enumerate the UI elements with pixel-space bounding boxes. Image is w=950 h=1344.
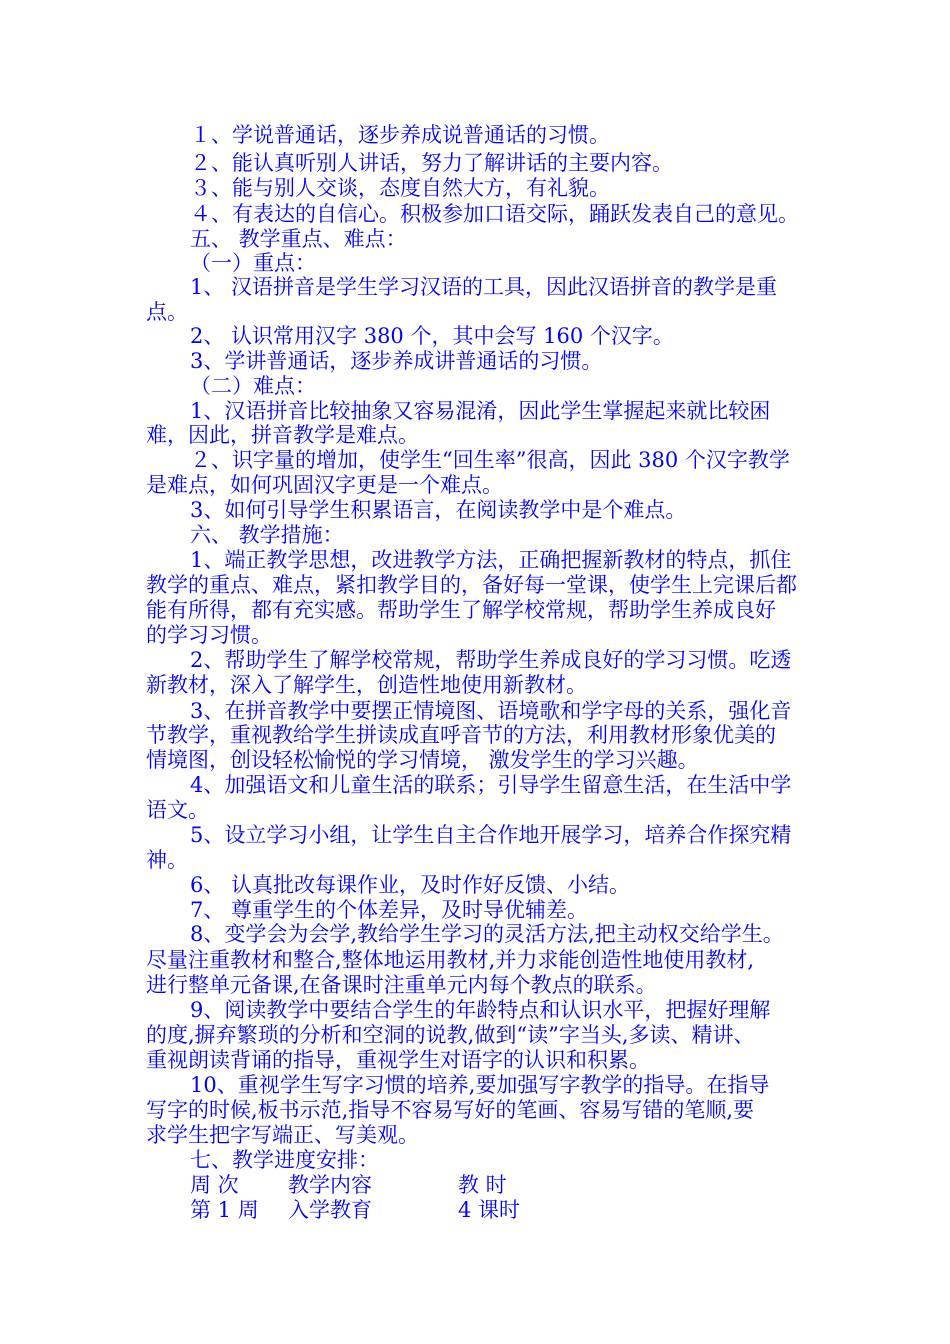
measure-7: 7、 尊重学生的个体差异，及时导优辅差。 [190, 898, 589, 922]
subheading-difficulties: （二）难点： [190, 374, 316, 398]
schedule-cell-content: 入学教育 [288, 1198, 372, 1222]
schedule-cell-hours: 4 课时 [458, 1198, 521, 1222]
difficulty-2: ２、识字量的增加，使学生“回生率”很高，因此 380 个汉字教学 [190, 448, 790, 472]
measure-1-cont-b: 能有所得，都有充实感。帮助学生了解学校常规，帮助学生养成良好 [146, 598, 776, 622]
measure-3-cont-b: 情境图，创设轻松愉悦的学习情境， 激发学生的学习兴趣。 [146, 748, 699, 772]
measure-8-cont-b: 进行整单元备课,在备课时注重单元内每个教点的联系。 [146, 973, 657, 997]
key-point-1: 1、 汉语拼音是学生学习汉语的工具，因此汉语拼音的教学是重 [190, 275, 778, 299]
measure-5: 5、设立学习小组，让学生自主合作地开展学习，培养合作探究精 [190, 823, 792, 847]
goal-line-3: ３、能与别人交谈，态度自然大方，有礼貌。 [190, 176, 610, 200]
measure-3-cont-a: 节教学，重视教给学生拼读成直呼音节的方法，利用教材形象优美的 [146, 723, 776, 747]
difficulty-1: 1、汉语拼音比较抽象又容易混淆，因此学生掌握起来就比较困 [190, 399, 771, 423]
measure-4-cont: 语文。 [146, 798, 209, 822]
section-heading-5: 五、 教学重点、难点： [190, 227, 407, 251]
measure-1: 1、端正教学思想，改进教学方法，正确把握新教材的特点，抓住 [190, 548, 792, 572]
measure-3: 3、在拼音教学中要摆正情境图、语境歌和学字母的关系，强化音 [190, 699, 792, 723]
key-point-3: 3、学讲普通话，逐步养成讲普通话的习惯。 [190, 349, 603, 373]
measure-10-cont-b: 求学生把字写端正、写美观。 [146, 1123, 419, 1147]
schedule-header-row [190, 1171, 590, 1199]
measure-9-cont-b: 重视朗读背诵的指导，重视学生对语字的认识和积累。 [146, 1048, 650, 1072]
measure-10-cont-a: 写字的时候,板书示范,指导不容易写好的笔画、容易写错的笔顺,要 [146, 1098, 755, 1122]
difficulty-2-cont: 是难点，如何巩固汉字更是一个难点。 [146, 473, 503, 497]
measure-8: 8、变学会为会学,教给学生学习的灵活方法,把主动权交给学生。 [190, 922, 784, 946]
schedule-header-week: 周 次 [190, 1173, 239, 1197]
section-heading-6: 六、 教学措施： [190, 523, 344, 547]
measure-1-cont-a: 教学的重点、难点，紧扣教学目的，备好每一堂课，使学生上完课后都 [146, 573, 797, 597]
measure-4: 4、加强语文和儿童生活的联系；引导学生留意生活，在生活中学 [190, 773, 792, 797]
measure-6: 6、 认真批改每课作业，及时作好反馈、小结。 [190, 873, 631, 897]
schedule-cell-week: 第 1 周 [190, 1198, 259, 1222]
measure-2-cont: 新教材，深入了解学生，创造性地使用新教材。 [146, 673, 587, 697]
schedule-row [190, 1196, 590, 1224]
measure-5-cont: 神。 [146, 848, 188, 872]
measure-9: 9、阅读教学中要结合学生的年龄特点和认识水平，把握好理解 [190, 998, 771, 1022]
key-point-1-cont: 点。 [146, 300, 188, 324]
difficulty-3: 3、如何引导学生积累语言，在阅读教学中是个难点。 [190, 498, 687, 522]
schedule-header-content: 教学内容 [288, 1173, 372, 1197]
measure-9-cont-a: 的度,摒弃繁琐的分析和空洞的说教,做到“读”字当头,多读、精讲、 [146, 1023, 755, 1047]
key-point-2: 2、 认识常用汉字 380 个，其中会写 160 个汉字。 [190, 324, 674, 348]
section-heading-7: 七、教学进度安排： [190, 1148, 379, 1172]
schedule-header-hours: 教 时 [458, 1173, 507, 1197]
measure-10: 10、重视学生写字习惯的培养,要加强写字教学的指导。在指导 [190, 1073, 770, 1097]
goal-line-4: ４、有表达的自信心。积极参加口语交际，踊跃发表自己的意见。 [190, 202, 799, 226]
difficulty-1-cont: 难，因此，拼音教学是难点。 [146, 423, 419, 447]
measure-8-cont-a: 尽量注重教材和整合,整体地运用教材,并力求能创造性地使用教材, [146, 948, 755, 972]
goal-line-2: ２、能认真听别人讲话，努力了解讲话的主要内容。 [190, 151, 673, 175]
measure-2: 2、帮助学生了解学校常规，帮助学生养成良好的学习习惯。吃透 [190, 648, 792, 672]
goal-line-1: １、学说普通话，逐步养成说普通话的习惯。 [190, 123, 610, 147]
subheading-key-points: （一）重点： [190, 251, 316, 275]
measure-1-cont-c: 的学习习惯。 [146, 623, 272, 647]
